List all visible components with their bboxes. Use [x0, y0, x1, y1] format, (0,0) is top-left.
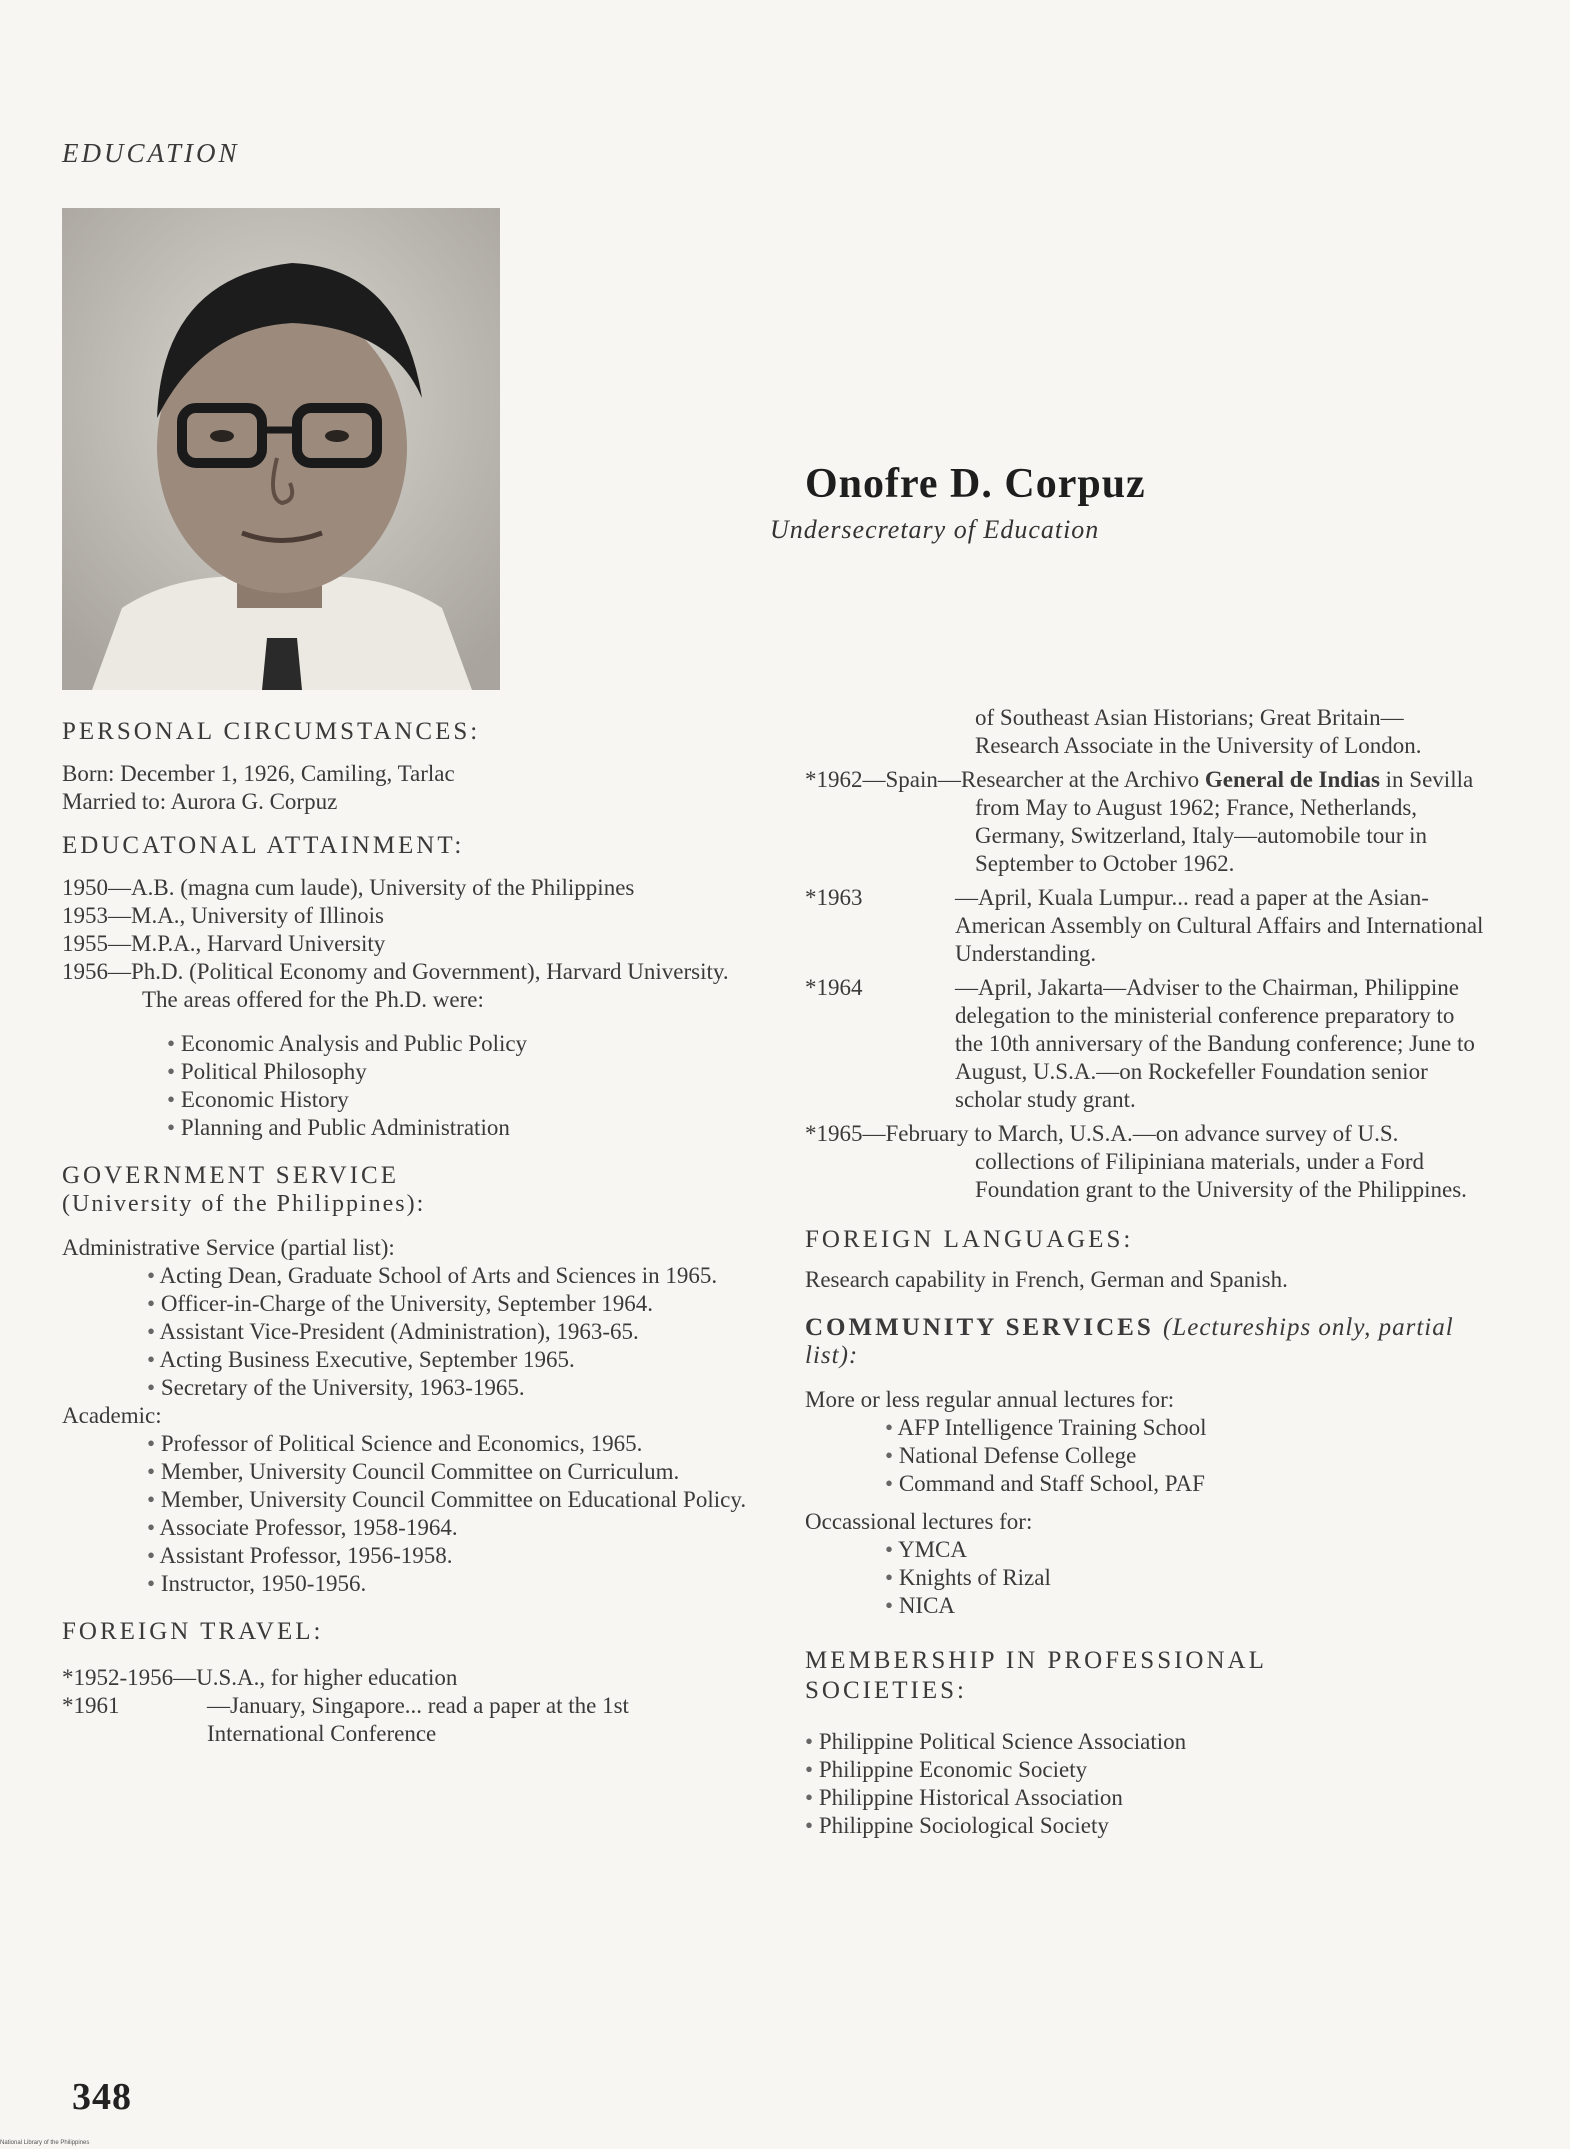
- foreign-travel-heading: FOREIGN TRAVEL:: [62, 1618, 324, 1645]
- person-name: Onofre D. Corpuz: [805, 461, 1146, 507]
- travel-item: [805, 766, 1485, 878]
- educ-item: 1956—Ph.D. (Political Economy and Government), Harvard University. The areas offered for the Ph.D. were:: [62, 959, 729, 1012]
- academic-heading: Academic:: [62, 1403, 162, 1428]
- educ-item: 1953—M.A., University of Illinois: [62, 903, 384, 928]
- list-item: • NICA: [885, 1592, 1485, 1620]
- occasional-lectures-list: [805, 1536, 1485, 1620]
- gov-service-heading: GOVERNMENT SERVICE: [62, 1162, 399, 1189]
- list-item: • YMCA: [885, 1536, 1485, 1564]
- education-heading: EDUCATONAL ATTAINMENT:: [62, 832, 465, 859]
- left-column: [62, 718, 752, 1748]
- travel-continued: of Southeast Asian Historians; Great Britain—Research Associate in the University of London.: [975, 705, 1422, 758]
- community-heading-title: COMMUNITY SERVICES: [805, 1314, 1154, 1341]
- admin-list: [62, 1262, 752, 1402]
- list-item: • Professor of Political Science and Economics, 1965.: [147, 1430, 752, 1458]
- list-item: • Member, University Council Committee on Curriculum.: [147, 1458, 752, 1486]
- married-text: Married to: Aurora G. Corpuz: [62, 789, 338, 814]
- languages-heading: FOREIGN LANGUAGES:: [805, 1226, 1134, 1253]
- community-heading: [805, 1314, 1485, 1370]
- page-number: 348: [72, 2076, 132, 2118]
- phd-areas-list: [62, 1030, 752, 1142]
- travel-year: *1963: [805, 885, 863, 910]
- travel-year: *1961: [62, 1693, 120, 1718]
- list-item: • Secretary of the University, 1963-1965.: [147, 1374, 752, 1402]
- gov-service-subheading: (University of the Philippines):: [62, 1191, 426, 1217]
- travel-1962-text-cont: in Sevilla from May to August 1962; France, Netherlands, Germany, Switzerland, Italy—automobile tour in September to October 1962.: [975, 767, 1474, 876]
- educ-item: 1955—M.P.A., Harvard University: [62, 931, 386, 956]
- person-position: Undersecretary of Education: [770, 515, 1100, 544]
- membership-list: [805, 1728, 1485, 1840]
- travel-item: *1965—February to March, U.S.A.—on advance survey of U.S. collections of Filipiniana materials, under a Ford Foundation grant to the University of the Philippines.: [805, 1121, 1467, 1202]
- travel-item: [805, 974, 1485, 1114]
- travel-item: *1952-1956—U.S.A., for higher education: [62, 1665, 458, 1690]
- list-item: • Assistant Vice-President (Administration), 1963-65.: [147, 1318, 752, 1346]
- list-item: • Planning and Public Administration: [167, 1114, 752, 1142]
- personal-heading: PERSONAL CIRCUMSTANCES:: [62, 718, 481, 745]
- list-item: • Acting Dean, Graduate School of Arts and Sciences in 1965.: [147, 1262, 752, 1290]
- list-item: • Philippine Political Science Association: [805, 1728, 1485, 1756]
- admin-heading: Administrative Service (partial list):: [62, 1235, 395, 1260]
- right-column: [805, 704, 1485, 1840]
- regular-lectures-list: [805, 1414, 1485, 1498]
- travel-year: *1964: [805, 975, 863, 1000]
- list-item: • Instructor, 1950-1956.: [147, 1570, 752, 1598]
- membership-heading: MEMBERSHIP IN PROFESSIONAL SOCIETIES:: [805, 1647, 1266, 1704]
- travel-item: [805, 884, 1485, 968]
- list-item: • Economic History: [167, 1086, 752, 1114]
- list-item: • Philippine Sociological Society: [805, 1812, 1485, 1840]
- travel-item: [62, 1692, 752, 1748]
- community-heading-sub: (Lectureships only, partial list):: [805, 1314, 1454, 1369]
- born-text: Born: December 1, 1926, Camiling, Tarlac: [62, 761, 455, 786]
- library-footer: National Library of the Philippines: [0, 2140, 90, 2146]
- educ-item: 1950—A.B. (magna cum laude), University of the Philippines: [62, 875, 635, 900]
- list-item: • Political Philosophy: [167, 1058, 752, 1086]
- list-item: • Acting Business Executive, September 1965.: [147, 1346, 752, 1374]
- regular-lectures-heading: More or less regular annual lectures for:: [805, 1387, 1175, 1412]
- list-item: • Associate Professor, 1958-1964.: [147, 1514, 752, 1542]
- languages-text: Research capability in French, German and Spanish.: [805, 1267, 1288, 1292]
- academic-list: [62, 1430, 752, 1598]
- archive-name: General de Indias: [1204, 767, 1380, 792]
- list-item: • Member, University Council Committee on Educational Policy.: [147, 1486, 752, 1514]
- occasional-lectures-heading: Occassional lectures for:: [805, 1509, 1033, 1534]
- travel-text: —April, Kuala Lumpur... read a paper at the Asian-American Assembly on Cultural Affairs and International Understanding.: [955, 885, 1484, 966]
- list-item: • AFP Intelligence Training School: [885, 1414, 1485, 1442]
- list-item: • National Defense College: [885, 1442, 1485, 1470]
- list-item: • Philippine Historical Association: [805, 1784, 1485, 1812]
- travel-text: —January, Singapore... read a paper at the 1st International Conference: [207, 1693, 629, 1746]
- travel-1962-text: *1962—Spain—Researcher at the Archivo: [805, 767, 1205, 792]
- travel-text: —April, Jakarta—Adviser to the Chairman, Philippine delegation to the ministerial conference preparatory to the 10th anniversary of the Bandung conference; June to August, U.S.A.—on Rockefeller Foundation senior scholar study grant.: [955, 975, 1475, 1112]
- list-item: • Knights of Rizal: [885, 1564, 1485, 1592]
- portrait-photo: [62, 208, 500, 690]
- list-item: • Assistant Professor, 1956-1958.: [147, 1542, 752, 1570]
- list-item: • Command and Staff School, PAF: [885, 1470, 1485, 1498]
- list-item: • Philippine Economic Society: [805, 1756, 1485, 1784]
- list-item: • Officer-in-Charge of the University, September 1964.: [147, 1290, 752, 1318]
- list-item: • Economic Analysis and Public Policy: [167, 1030, 752, 1058]
- section-label: EDUCATION: [62, 138, 240, 168]
